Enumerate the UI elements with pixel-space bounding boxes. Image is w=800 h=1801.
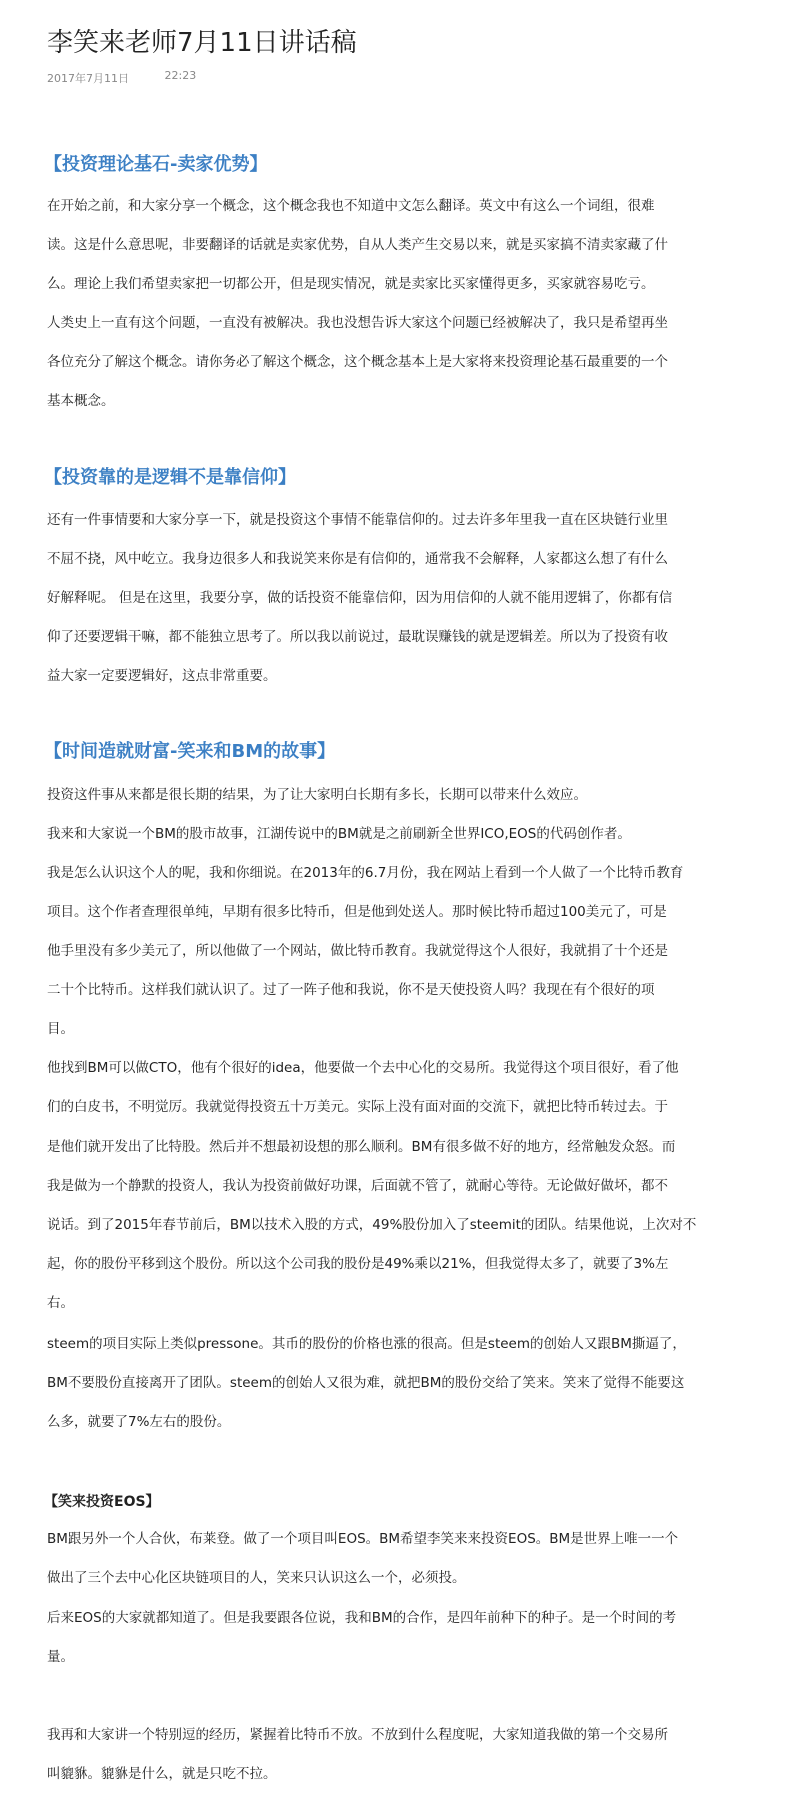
paragraph-line: 我是做为一个静默的投资人，我认为投资前做好功课，后面就不管了，就耐心等待。无论做好做坏，都不 (47, 1178, 668, 1194)
paragraph-line: 项目。这个作者查理很单纯，早期有很多比特币，但是他到处送人。那时候比特币超过100美元了，可是 (47, 904, 667, 920)
paragraph-line: 不屈不挠，风中屹立。我身边很多人和我说笑来你是有信仰的，通常我不会解释，人家都这么想了有什么 (47, 551, 668, 567)
paragraph-line: 他找到BM可以做CTO，他有个很好的idea，他要做一个去中心化的交易所。我觉得这个项目很好，看了他 (47, 1060, 679, 1076)
paragraph-line: 做出了三个去中心化区块链项目的人，笑来只认识这么一个，必须投。 (47, 1570, 466, 1586)
paragraph-line: 人类史上一直有这个问题，一直没有被解决。我也没想告诉大家这个问题已经被解决了，我只是希望再坐 (47, 315, 668, 331)
paragraph-line: 后来EOS的大家就都知道了。但是我要跟各位说，我和BM的合作，是四年前种下的种子。是一个时间的考 (47, 1610, 677, 1626)
paragraph-line: 叫貔貅。貔貅是什么，就是只吃不拉。 (47, 1766, 277, 1782)
paragraph-line: 还有一件事情要和大家分享一下，就是投资这个事情不能靠信仰的。过去许多年里我一直在区块链行业里 (47, 512, 668, 528)
article-title: 李笑来老师7月11日讲话稿 (47, 28, 357, 58)
section-heading: 【投资理论基石-卖家优势】 (44, 154, 268, 175)
paragraph-line: 二十个比特币。这样我们就认识了。过了一阵子他和我说，你不是天使投资人吗？我现在有个很好的项 (47, 982, 655, 998)
paragraph-line: 我是怎么认识这个人的呢，我和你细说。在2013年的6.7月份，我在网站上看到一个人做了一个比特币教育 (47, 865, 684, 881)
paragraph-line: 么。理论上我们希望卖家把一切都公开，但是现实情况，就是卖家比买家懂得更多，买家就容易吃亏。 (47, 276, 655, 292)
publish-date: 2017年7月11日 (47, 72, 129, 85)
paragraph-line: 我来和大家说一个BM的股市故事，江湖传说中的BM就是之前刷新全世界ICO,EOS的代码创作者。 (47, 826, 631, 842)
article-meta (47, 70, 196, 86)
paragraph-line: 读。这是什么意思呢，非要翻译的话就是卖家优势，自从人类产生交易以来，就是买家搞不清卖家藏了什 (47, 237, 668, 253)
section-heading: 【时间造就财富-笑来和BM的故事】 (44, 741, 336, 762)
paragraph-line: 右。 (47, 1295, 74, 1311)
paragraph-line: 各位充分了解这个概念。请你务必了解这个概念，这个概念基本上是大家将来投资理论基石最重要的一个 (47, 354, 668, 370)
paragraph-line: BM不要股份直接离开了团队。steem的创始人又很为难，就把BM的股份交给了笑来。笑来了觉得不能要这 (47, 1375, 685, 1391)
paragraph-line: 是他们就开发出了比特股。然后并不想最初设想的那么顺利。BM有很多做不好的地方，经常触发众怒。而 (47, 1139, 676, 1155)
paragraph-line: 起，你的股份平移到这个股份。所以这个公司我的股份是49%乘以21%，但我觉得太多了，就要了3%左 (47, 1256, 669, 1272)
paragraph-line: 们的白皮书，不明觉厉。我就觉得投资五十万美元。实际上没有面对面的交流下，就把比特币转过去。于 (47, 1099, 668, 1115)
paragraph-line: 投资这件事从来都是很长期的结果，为了让大家明白长期有多长，长期可以带来什么效应。 (47, 787, 587, 803)
publish-time: 22:23 (164, 69, 197, 82)
paragraph-line: 好解释呢。 但是在这里，我要分享，做的话投资不能靠信仰，因为用信仰的人就不能用逻辑了，你都有信 (47, 590, 673, 606)
paragraph-line: 益大家一定要逻辑好，这点非常重要。 (47, 668, 277, 684)
paragraph-line: 么多，就要了7%左右的股份。 (47, 1414, 231, 1430)
paragraph-line: steem的项目实际上类似pressone。其币的股份的价格也涨的很高。但是steem的创始人又跟BM撕逼了， (47, 1336, 686, 1352)
paragraph-line: 他手里没有多少美元了，所以他做了一个网站，做比特币教育。我就觉得这个人很好，我就捐了十个还是 (47, 943, 668, 959)
paragraph-line: 量。 (47, 1649, 74, 1665)
paragraph-line: 基本概念。 (47, 393, 115, 409)
paragraph-line: 我再和大家讲一个特别逗的经历，紧握着比特币不放。不放到什么程度呢，大家知道我做的第一个交易所 (47, 1727, 668, 1743)
paragraph-line: 目。 (47, 1021, 74, 1037)
paragraph-line: BM跟另外一个人合伙，布莱登。做了一个项目叫EOS。BM希望李笑来来投资EOS。BM是世界上唯一一个 (47, 1531, 679, 1547)
section-heading: 【投资靠的是逻辑不是靠信仰】 (44, 467, 296, 488)
paragraph-line: 在开始之前，和大家分享一个概念，这个概念我也不知道中文怎么翻译。英文中有这么一个词组，很难 (47, 198, 655, 214)
section-heading: 【笑来投资EOS】 (44, 1494, 160, 1510)
paragraph-line: 仰了还要逻辑干嘛，都不能独立思考了。所以我以前说过，最耽误赚钱的就是逻辑差。所以为了投资有收 (47, 629, 668, 645)
paragraph-line: 说话。到了2015年春节前后，BM以技术入股的方式，49%股份加入了steemit的团队。结果他说，上次对不 (47, 1217, 697, 1233)
